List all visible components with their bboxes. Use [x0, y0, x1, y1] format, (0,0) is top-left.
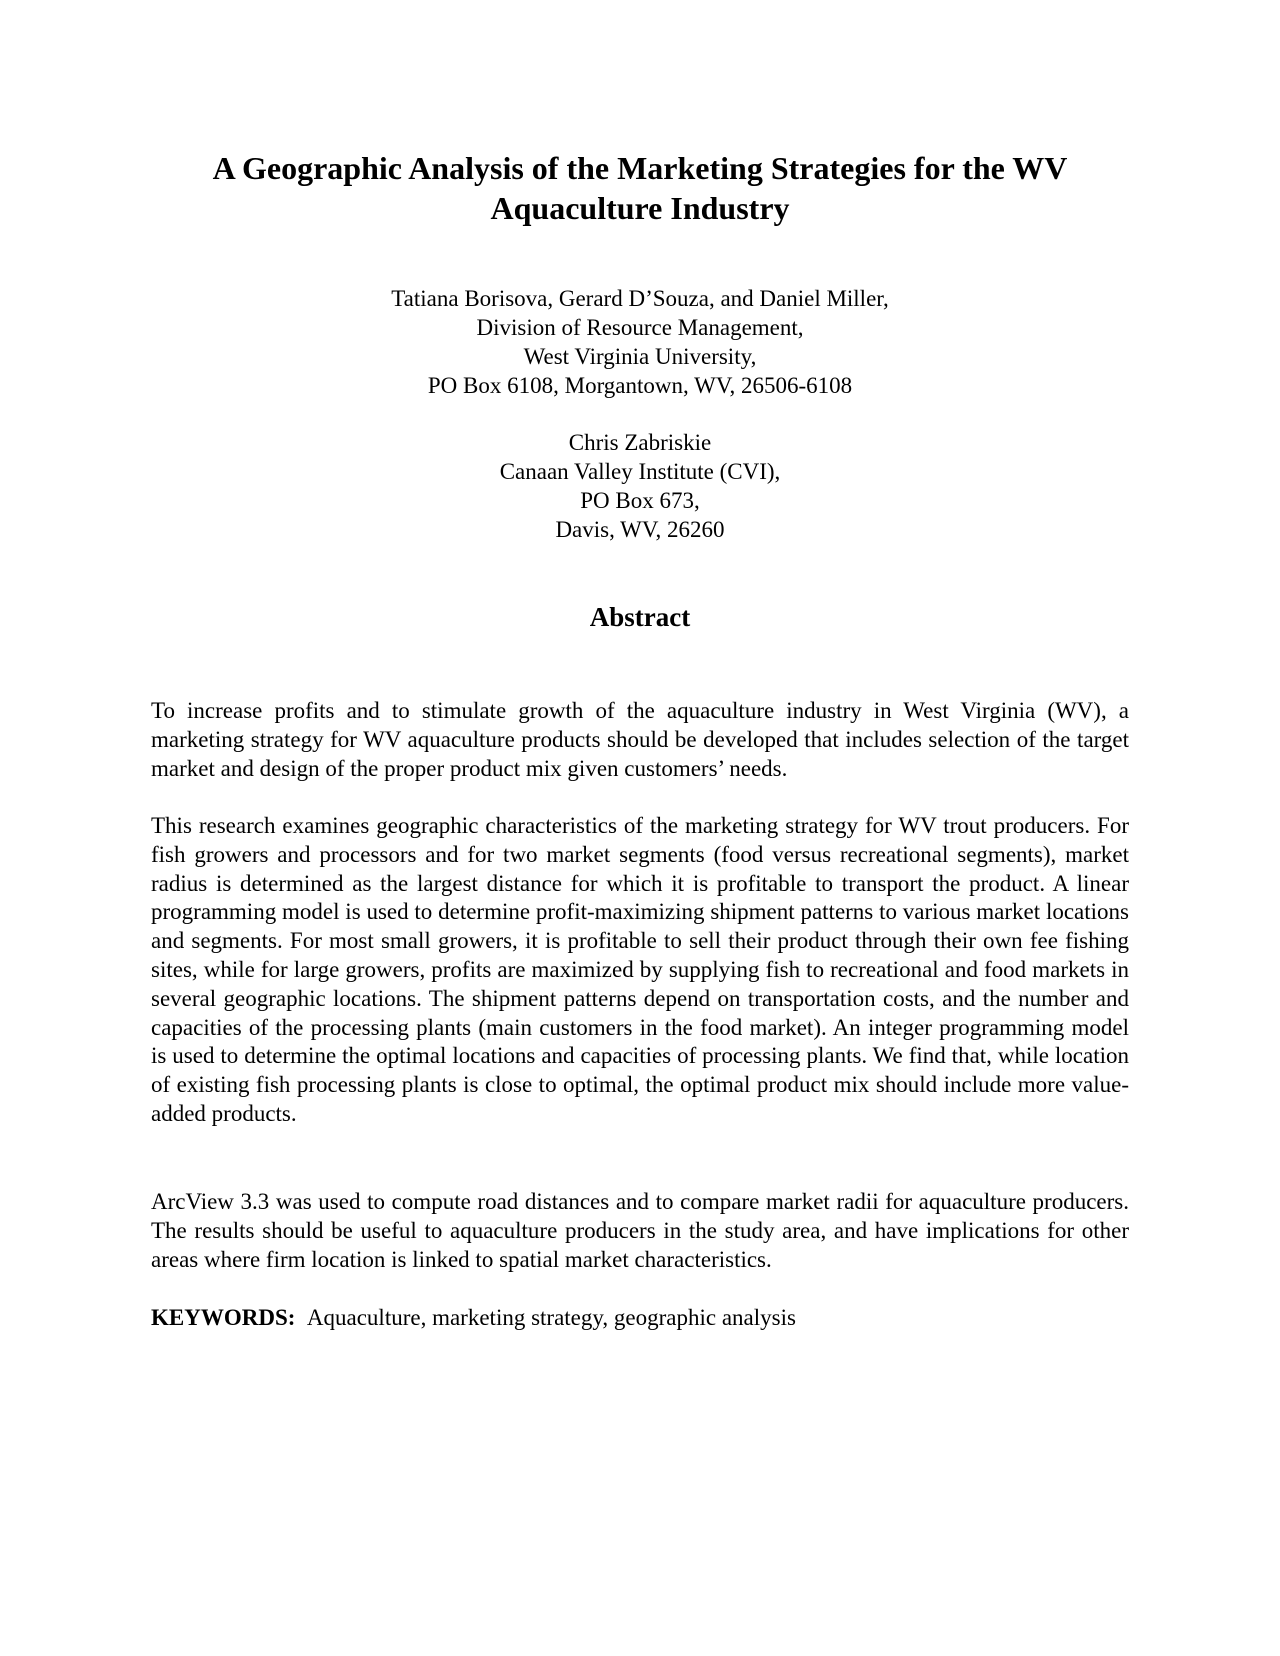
author-line: Chris Zabriskie — [568, 430, 712, 455]
abstract-paragraph-2: This research examines geographic characteristics of the marketing strategy for WV trout producers. For fish growers and processors and for two market segments (food versus recreational segments), market radius is determined as the largest distance for which it is profitable to transport the product. A linear programming model is used to determine profit-maximizing shipment patterns to various market locations and segments. For most small growers, it is profitable to sell their product through their own fee fishing sites, while for large growers, profits are maximized by supplying fish to recreational and food markets in several geographic locations. The shipment patterns depend on transportation costs, and the number and capacities of the processing plants (main customers in the food market). An integer programming model is used to determine the optimal locations and capacities of processing plants. We find that, while location of existing fish processing plants is close to optimal, the optimal product mix should include more value-added products. — [151, 813, 1129, 1126]
keywords-text: Aquaculture, marketing strategy, geographic analysis — [306, 1305, 796, 1330]
author-affiliation-block-2 — [150, 428, 1130, 544]
po-box-line: PO Box 673, — [580, 488, 700, 513]
university-line: West Virginia University, — [523, 344, 757, 369]
abstract-paragraph-3: ArcView 3.3 was used to compute road distances and to compare market radii for aquaculture producers. The results should be useful to aquaculture producers in the study area, and have implications for other areas where firm location is linked to spatial market characteristics. — [151, 1189, 1129, 1272]
division-line: Division of Resource Management, — [476, 315, 804, 340]
abstract-heading: Abstract — [589, 602, 691, 632]
paper-title: A Geographic Analysis of the Marketing Strategies for the WV Aquaculture Industry — [212, 150, 1068, 226]
abstract-paragraph-1: To increase profits and to stimulate growth of the aquaculture industry in West Virginia (WV), a marketing strategy for WV aquaculture products should be developed that includes selection of the target market and design of the proper product mix given customers’ needs. — [151, 698, 1129, 781]
city-line: Davis, WV, 26260 — [555, 517, 725, 542]
authors-line: Tatiana Borisova, Gerard D’Souza, and Daniel Miller, — [391, 286, 889, 311]
keywords-line — [151, 1303, 1129, 1332]
institute-line: Canaan Valley Institute (CVI), — [499, 459, 781, 484]
keywords-label: KEYWORDS: — [151, 1305, 296, 1330]
address-line: PO Box 6108, Morgantown, WV, 26506-6108 — [427, 373, 853, 398]
author-affiliation-block-1 — [150, 284, 1130, 400]
